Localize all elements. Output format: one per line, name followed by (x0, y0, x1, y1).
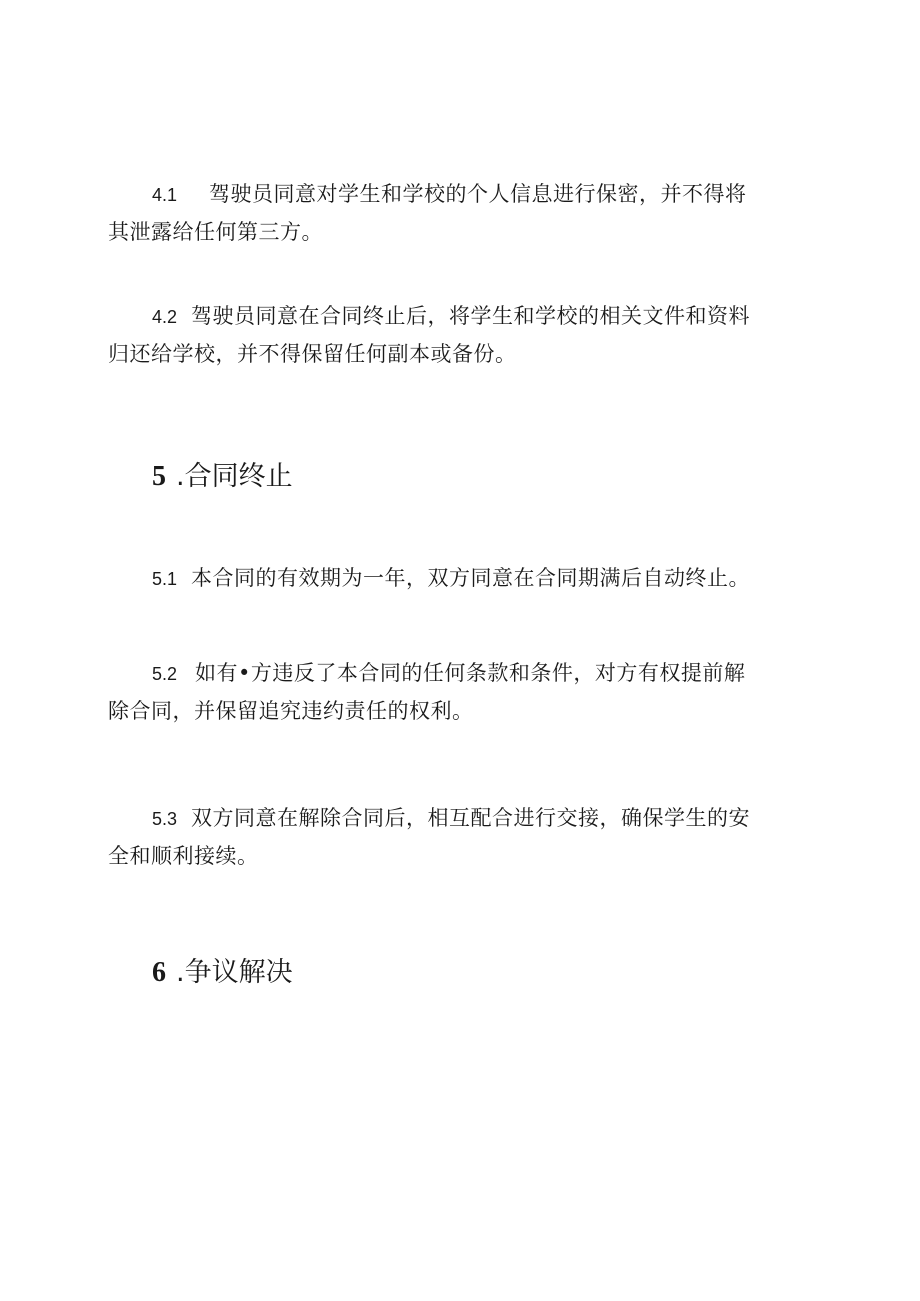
clause-4-1-text-1: 驾驶员同意对学生和学校的个人信息进行保密，并不得将 (209, 182, 747, 206)
section-6-number: 6 (152, 957, 166, 988)
clause-5-2-number: 5.2 (152, 664, 178, 684)
clause-5-3-line-1 (108, 800, 798, 838)
clause-4-2-text-1: 驾驶员同意在合同终止后，将学生和学校的相关文件和资料 (191, 304, 751, 328)
clause-5-2-text-2: 除合同，并保留追究违约责任的权利。 (108, 699, 474, 723)
clause-5-3-number: 5.3 (152, 809, 178, 829)
clause-5-2-text-1: 如有•方违反了本合同的任何条款和条件，对方有权提前解 (195, 661, 746, 685)
clause-5-1 (108, 560, 798, 598)
clause-4-1-text-2: 其泄露给任何第三方。 (108, 220, 323, 244)
section-5-number: 5 (152, 461, 166, 492)
clause-5-2 (108, 655, 798, 730)
section-6-title: .争议解决 (176, 957, 293, 988)
section-6-heading (152, 953, 293, 993)
section-5-heading (152, 457, 293, 497)
clause-4-1-number: 4.1 (152, 185, 178, 205)
section-5-title: .合同终止 (176, 461, 293, 492)
clause-4-2-text-2: 归还给学校，并不得保留任何副本或备份。 (108, 342, 517, 366)
clause-5-3-text-2: 全和顺利接续。 (108, 844, 259, 868)
clause-4-1 (108, 176, 798, 251)
clause-5-3 (108, 800, 798, 875)
clause-4-1-line-1 (108, 176, 798, 214)
clause-5-3-text-1: 双方同意在解除合同后，相互配合进行交接，确保学生的安 (191, 806, 751, 830)
clause-4-2-line-1 (108, 298, 798, 336)
clause-4-2 (108, 298, 798, 373)
clause-5-1-text-1: 本合同的有效期为一年，双方同意在合同期满后自动终止。 (191, 566, 751, 590)
clause-5-1-line-1 (108, 560, 798, 598)
clause-5-1-number: 5.1 (152, 569, 178, 589)
clause-4-2-number: 4.2 (152, 307, 178, 327)
clause-5-2-line-1 (108, 655, 798, 693)
